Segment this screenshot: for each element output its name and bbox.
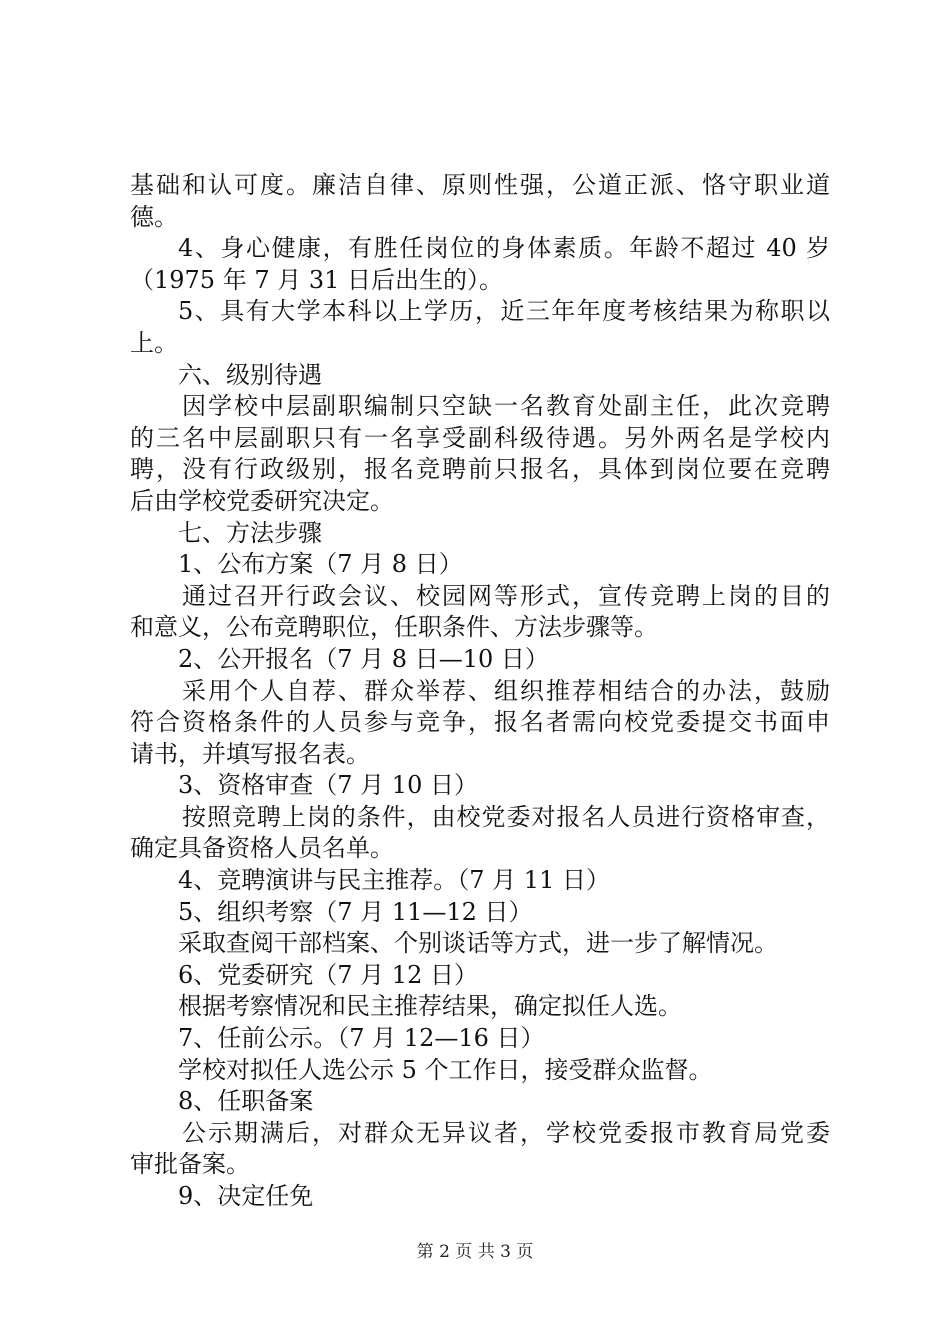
text-line: 审批备案。	[130, 1150, 250, 1179]
section-heading: 六、级别待遇	[178, 360, 322, 389]
text-line: 采取查阅干部档案、个别谈话等方式，进一步了解情况。	[178, 929, 778, 958]
text-line: 公示期满后，对群众无异议者，学校党委报市教育局党委	[182, 1118, 830, 1147]
text-line: 上。	[130, 328, 178, 357]
step-heading: 9、决定任免	[178, 1182, 314, 1210]
text-line: 后由学校党委研究决定。	[130, 486, 394, 515]
text-line: 德。	[130, 202, 178, 231]
text-line: 按照竞聘上岗的条件，由校党委对报名人员进行资格审查，	[182, 802, 830, 831]
text-line: 聘，没有行政级别，报名竞聘前只报名，具体到岗位要在竞聘	[130, 455, 830, 484]
step-heading: 1、公布方案（7 月 8 日）	[178, 550, 463, 579]
text-line: 基础和认可度。廉洁自律、原则性强，公道正派、恪守职业道	[130, 171, 830, 199]
step-heading: 6、党委研究（7 月 12 日）	[178, 960, 478, 989]
text-line: 学校对拟任人选公示 5 个工作日，接受群众监督。	[178, 1055, 713, 1084]
text-line: 的三名中层副职只有一名享受副科级待遇。另外两名是学校内	[130, 423, 830, 452]
text-line: 请书，并填写报名表。	[130, 739, 370, 768]
text-line: 和意义，公布竞聘职位，任职条件、方法步骤等。	[130, 613, 658, 642]
text-line: 根据考察情况和民主推荐结果，确定拟任人选。	[178, 992, 682, 1021]
step-heading: 7、任前公示。（7 月 12—16 日）	[178, 1024, 545, 1053]
text-line: （1975 年 7 月 31 日后出生的）。	[130, 265, 504, 294]
page-footer: 第 2 页 共 3 页	[416, 1242, 534, 1262]
text-line: 5、具有大学本科以上学历，近三年年度考核结果为称职以	[178, 297, 830, 326]
text-line: 通过召开行政会议、校园网等形式，宣传竞聘上岗的目的	[182, 581, 830, 610]
text-line: 4、身心健康，有胜任岗位的身体素质。年龄不超过 40 岁	[178, 234, 830, 263]
step-heading: 3、资格审查（7 月 10 日）	[178, 771, 478, 800]
step-heading: 2、公开报名（7 月 8 日—10 日）	[178, 644, 549, 673]
text-line: 确定具备资格人员名单。	[130, 834, 394, 863]
text-line: 符合资格条件的人员参与竞争，报名者需向校党委提交书面申	[130, 708, 830, 737]
step-heading: 4、竞聘演讲与民主推荐。（7 月 11 日）	[178, 866, 610, 895]
document-body	[130, 170, 830, 1213]
step-heading: 8、任职备案	[178, 1087, 314, 1116]
text-line: 采用个人自荐、群众举荐、组织推荐相结合的办法，鼓励	[182, 676, 830, 705]
section-heading: 七、方法步骤	[178, 518, 322, 547]
step-heading: 5、组织考察（7 月 11—12 日）	[178, 897, 533, 926]
text-line: 因学校中层副职编制只空缺一名教育处副主任，此次竞聘	[182, 392, 830, 421]
